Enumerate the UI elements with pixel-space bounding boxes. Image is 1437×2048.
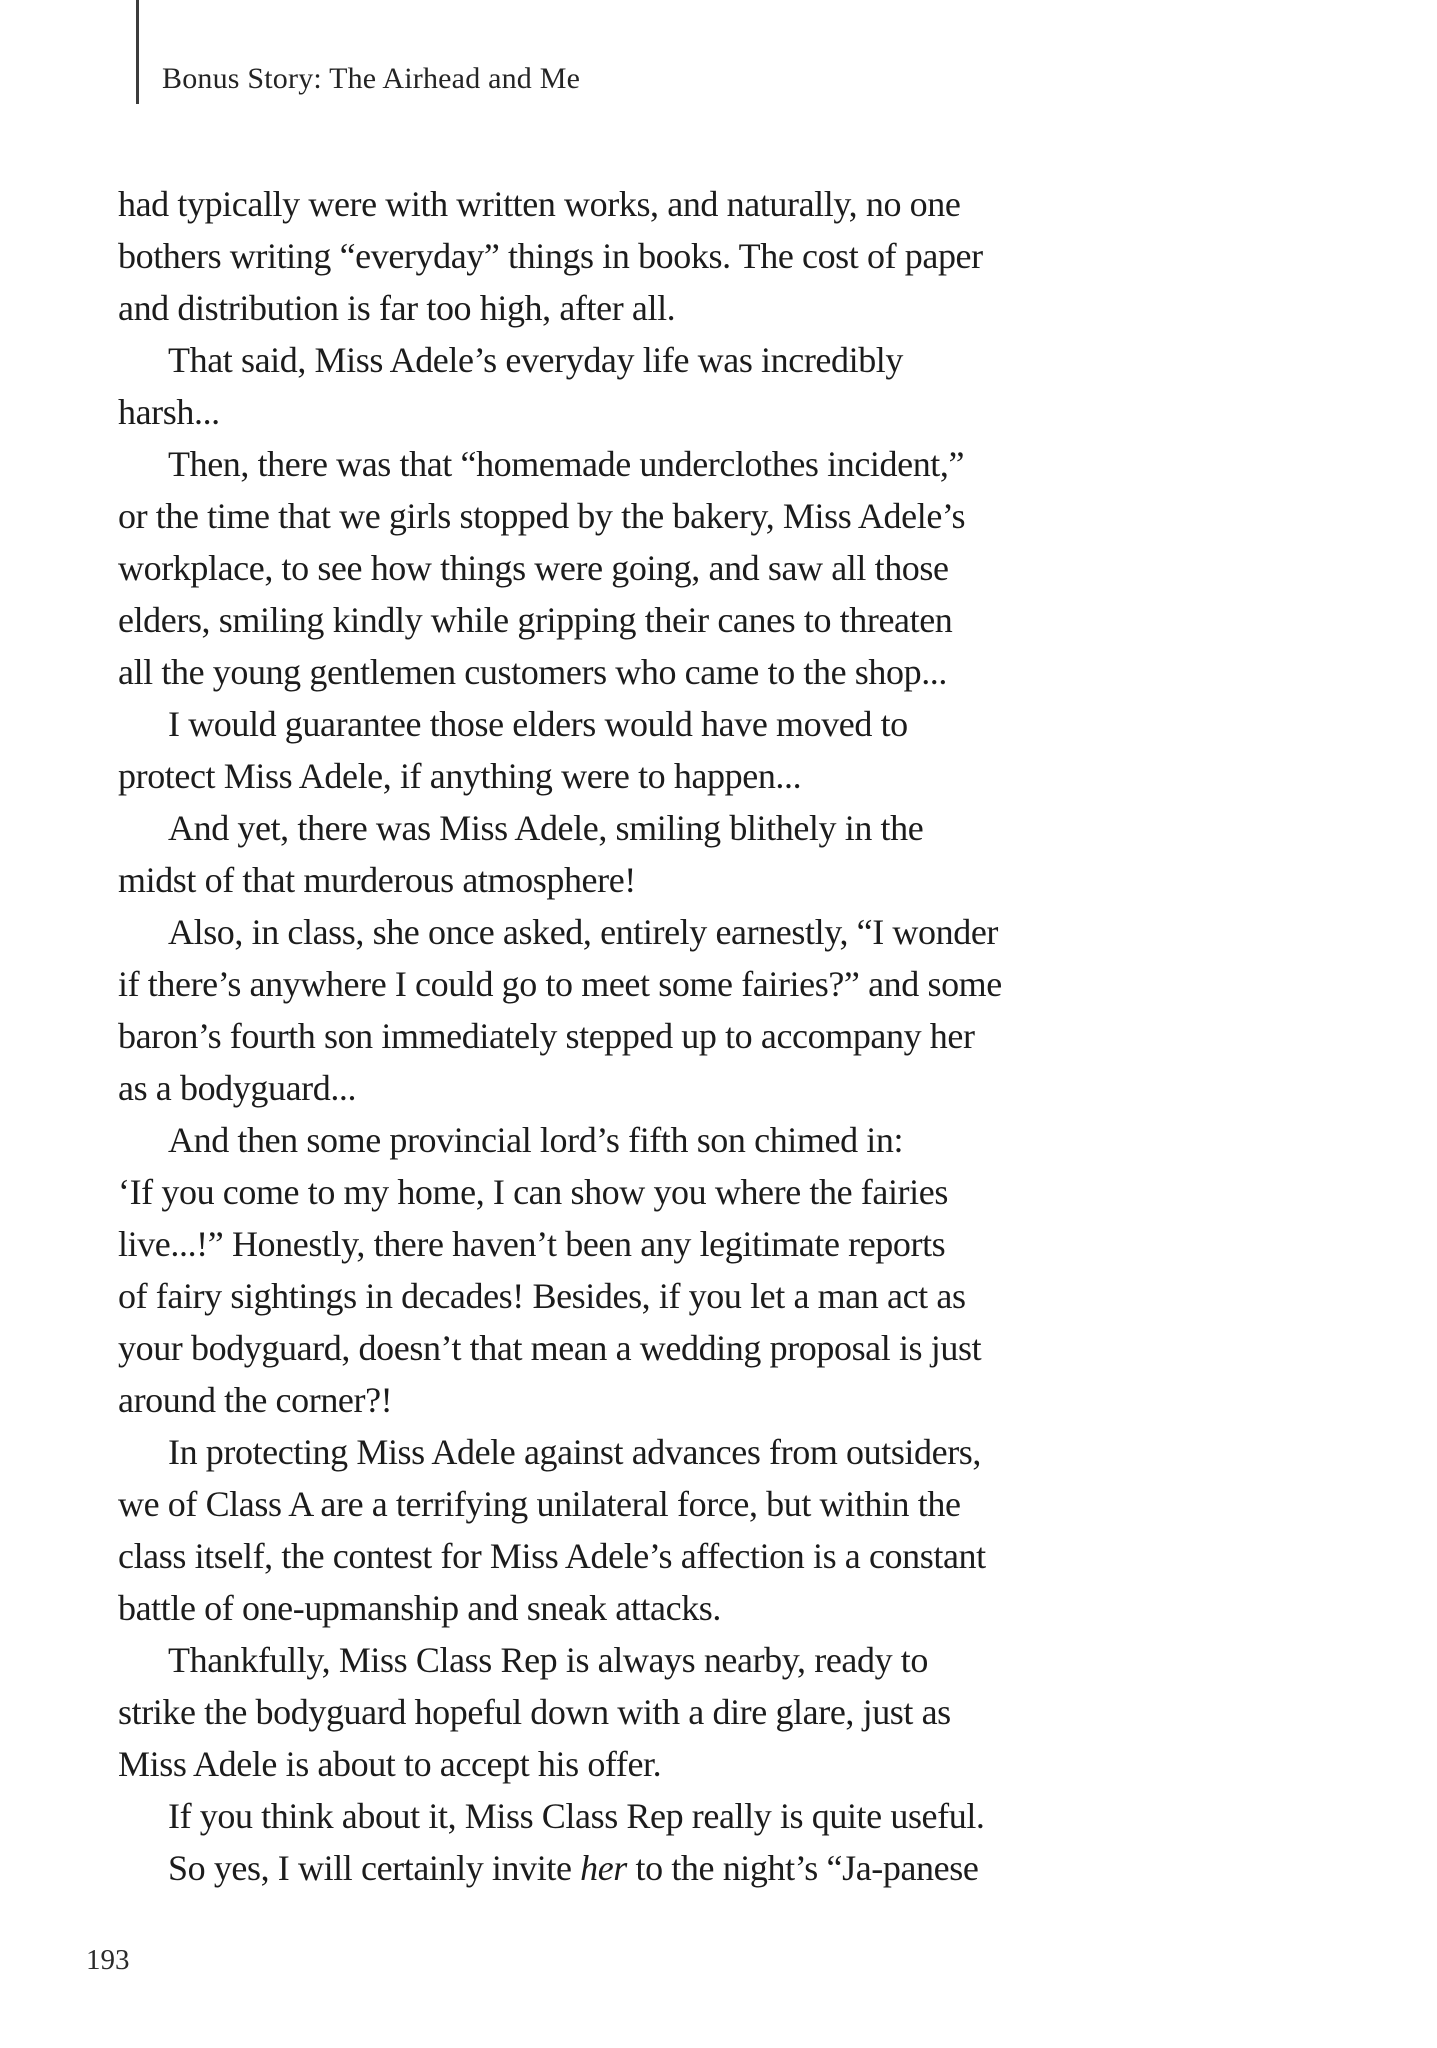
paragraph xyxy=(118,1790,1178,1842)
text-line: elders, smiling kindly while gripping their canes to threaten xyxy=(118,600,953,640)
text-line: as a bodyguard... xyxy=(118,1068,357,1108)
text-line: of fairy sightings in decades! Besides, if you let a man act as xyxy=(118,1276,966,1316)
emphasized-text: her xyxy=(580,1848,627,1888)
paragraph xyxy=(118,698,1178,802)
text-line: workplace, to see how things were going, and saw all those xyxy=(118,548,949,588)
text-line: battle of one-upmanship and sneak attacks. xyxy=(118,1588,722,1628)
text-line: all the young gentlemen customers who came to the shop... xyxy=(118,652,948,692)
text-line: If you think about it, Miss Class Rep really is quite useful. xyxy=(168,1796,985,1836)
text-line: your bodyguard, doesn’t that mean a wedding proposal is just xyxy=(118,1328,982,1368)
text-line: Thankfully, Miss Class Rep is always nearby, ready to xyxy=(168,1640,928,1680)
text-line: Then, there was that “homemade underclothes incident,” xyxy=(168,444,965,484)
text-line: Miss Adele is about to accept his offer. xyxy=(118,1744,662,1784)
running-header: Bonus Story: The Airhead and Me xyxy=(162,62,581,95)
paragraph xyxy=(118,802,1178,906)
paragraph xyxy=(118,334,1178,438)
text-line: and distribution is far too high, after all. xyxy=(118,288,676,328)
text-line: class itself, the contest for Miss Adele’s affection is a constant xyxy=(118,1536,986,1576)
text-line: I would guarantee those elders would have moved to xyxy=(168,704,908,744)
text-line: harsh... xyxy=(118,392,220,432)
paragraph xyxy=(118,1426,1178,1634)
paragraph xyxy=(118,1634,1178,1790)
text-line: And yet, there was Miss Adele, smiling blithely in the xyxy=(168,808,924,848)
text-line: So yes, I will certainly invite her to the night’s “Ja-panese xyxy=(168,1848,979,1888)
text-line: In protecting Miss Adele against advances from outsiders, xyxy=(168,1432,982,1472)
text-line: midst of that murderous atmosphere! xyxy=(118,860,636,900)
text-line: bothers writing “everyday” things in books. The cost of paper xyxy=(118,236,983,276)
paragraph xyxy=(118,438,1178,698)
header-rule xyxy=(136,0,139,104)
text-line: live...!” Honestly, there haven’t been any legitimate reports xyxy=(118,1224,946,1264)
text-line: if there’s anywhere I could go to meet some fairies?” and some xyxy=(118,964,1002,1004)
text-line: ‘If you come to my home, I can show you where the fairies xyxy=(118,1172,948,1212)
text-line: or the time that we girls stopped by the bakery, Miss Adele’s xyxy=(118,496,966,536)
text-line: around the corner?! xyxy=(118,1380,393,1420)
text-line: Also, in class, she once asked, entirely earnestly, “I wonder xyxy=(168,912,998,952)
paragraph xyxy=(118,906,1178,1114)
text-line: we of Class A are a terrifying unilateral force, but within the xyxy=(118,1484,961,1524)
text-line: had typically were with written works, and naturally, no one xyxy=(118,184,961,224)
text-line: protect Miss Adele, if anything were to happen... xyxy=(118,756,802,796)
text-line: strike the bodyguard hopeful down with a dire glare, just as xyxy=(118,1692,951,1732)
page-number: 193 xyxy=(86,1944,130,1976)
text-line: baron’s fourth son immediately stepped up to accompany her xyxy=(118,1016,975,1056)
page-body xyxy=(118,178,1178,1894)
paragraph xyxy=(118,1114,1178,1426)
paragraph xyxy=(118,1842,1178,1894)
text-line: That said, Miss Adele’s everyday life was incredibly xyxy=(168,340,904,380)
paragraph xyxy=(118,178,1178,334)
text-line: And then some provincial lord’s fifth son chimed in: xyxy=(168,1120,904,1160)
